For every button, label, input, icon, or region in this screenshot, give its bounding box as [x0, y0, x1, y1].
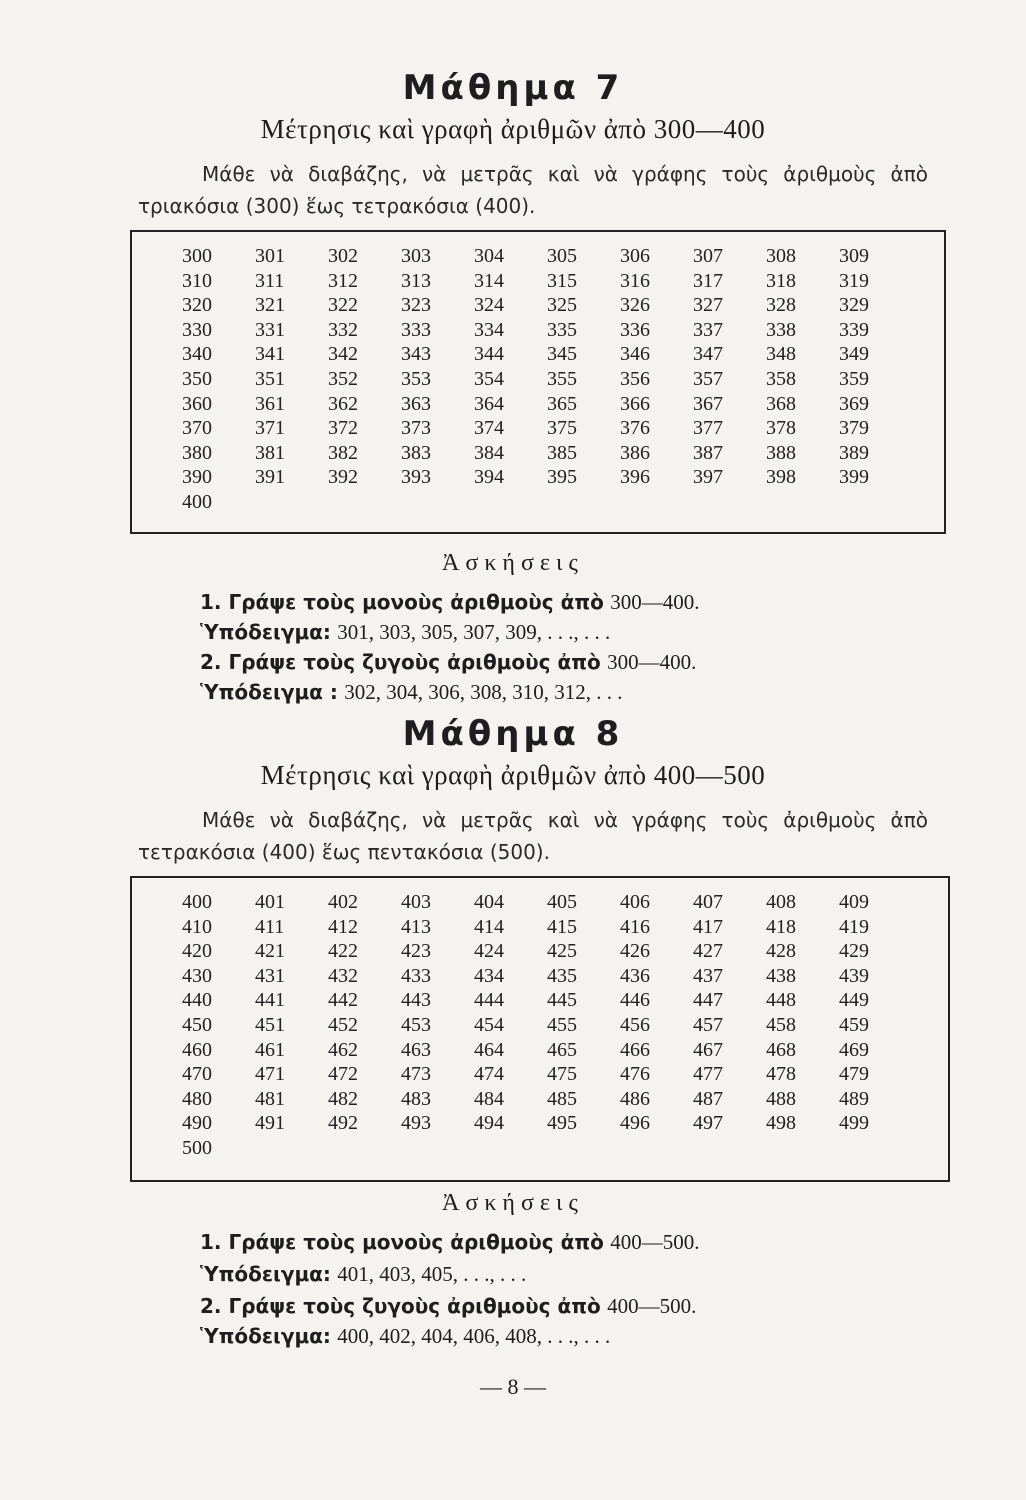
- number-cell: 425: [547, 940, 577, 963]
- number-cell: 426: [620, 940, 650, 963]
- number-cell: 474: [474, 1063, 504, 1086]
- number-cell: 391: [255, 466, 285, 489]
- lesson-7-number-table: [130, 230, 946, 534]
- number-cell: 364: [474, 392, 504, 415]
- number-cell: 357: [693, 367, 723, 390]
- lesson-7-intro-line-2: τριακόσια (300) ἕως τετρακόσια (400).: [138, 194, 536, 218]
- number-cell: 434: [474, 964, 504, 987]
- number-cell: 332: [328, 318, 358, 341]
- number-cell: 473: [401, 1063, 431, 1086]
- number-cell: 493: [401, 1112, 431, 1135]
- number-cell: 344: [474, 343, 504, 366]
- number-cell: 395: [547, 466, 577, 489]
- number-cell: 351: [255, 367, 285, 390]
- number-cell: 475: [547, 1063, 577, 1086]
- number-cell: 443: [401, 989, 431, 1012]
- number-cell: 414: [474, 915, 504, 938]
- number-cell: 465: [547, 1038, 577, 1061]
- number-cell: 492: [328, 1112, 358, 1135]
- number-cell: 367: [693, 392, 723, 415]
- number-cell: 372: [328, 417, 358, 440]
- number-row: [182, 1111, 912, 1136]
- number-cell: 461: [255, 1038, 285, 1061]
- number-cell: 358: [766, 367, 796, 390]
- number-cell: 441: [255, 989, 285, 1012]
- exercise-value: 400—500.: [610, 1230, 700, 1254]
- number-cell: 455: [547, 1013, 577, 1036]
- number-cell: 486: [620, 1087, 650, 1110]
- number-cell: 468: [766, 1038, 796, 1061]
- number-cell: 312: [328, 269, 358, 292]
- lesson-7-exercise-2: [200, 650, 696, 675]
- number-cell: 310: [182, 269, 212, 292]
- number-cell: 478: [766, 1063, 796, 1086]
- number-row: [182, 293, 912, 318]
- number-cell: 314: [474, 269, 504, 292]
- number-cell: 407: [693, 891, 723, 913]
- number-cell: 361: [255, 392, 285, 415]
- number-cell: 374: [474, 417, 504, 440]
- number-cell: 499: [839, 1112, 869, 1135]
- exercise-label: 1. Γράψε τοὺς μονοὺς ἀριθμοὺς ἀπὸ: [200, 590, 604, 614]
- example-value: 401, 403, 405, . . ., . . .: [337, 1262, 527, 1286]
- number-row: [182, 988, 912, 1013]
- number-cell: 383: [401, 441, 431, 464]
- lesson-8-intro-line-1: Μάθε νὰ διαβάζης, νὰ μετρᾶς καὶ νὰ γράφης τοὺς ἀριθμοὺς ἀπὸ: [202, 808, 928, 832]
- number-cell: 313: [401, 269, 431, 292]
- example-label: Ὑπόδειγμα :: [200, 680, 338, 704]
- lesson-8-title: Μάθημα 8: [402, 714, 624, 754]
- number-cell: 335: [547, 318, 577, 341]
- number-cell: 413: [401, 915, 431, 938]
- lesson-8-subtitle: Μέτρησις καὶ γραφὴ ἀριθμῶν ἀπὸ 400—500: [260, 760, 766, 790]
- lesson-7-example-1: [200, 620, 610, 645]
- number-cell: 463: [401, 1038, 431, 1061]
- lesson-8-number-table: [130, 876, 950, 1182]
- number-cell: 379: [839, 417, 869, 440]
- number-row: [182, 964, 912, 989]
- number-cell: 328: [766, 294, 796, 317]
- lesson-8-number-grid: [182, 890, 912, 1161]
- number-cell: 380: [182, 441, 212, 464]
- number-cell: 339: [839, 318, 869, 341]
- number-cell: 469: [839, 1038, 869, 1061]
- number-cell: 371: [255, 417, 285, 440]
- number-cell: 400: [182, 490, 212, 513]
- number-cell: 408: [766, 891, 796, 913]
- number-cell: 431: [255, 964, 285, 987]
- number-cell: 336: [620, 318, 650, 341]
- number-cell: 386: [620, 441, 650, 464]
- number-cell: 457: [693, 1013, 723, 1036]
- number-cell: 420: [182, 940, 212, 963]
- number-cell: 445: [547, 989, 577, 1012]
- number-cell: 325: [547, 294, 577, 317]
- number-cell: 353: [401, 367, 431, 390]
- number-cell: 394: [474, 466, 504, 489]
- example-label: Ὑπόδειγμα:: [200, 1324, 331, 1348]
- number-cell: 303: [401, 245, 431, 267]
- example-value: 301, 303, 305, 307, 309, . . ., . . .: [337, 620, 611, 644]
- number-cell: 350: [182, 367, 212, 390]
- number-row: [182, 939, 912, 964]
- number-cell: 451: [255, 1013, 285, 1036]
- number-cell: 439: [839, 964, 869, 987]
- number-cell: 429: [839, 940, 869, 963]
- number-cell: 401: [255, 891, 285, 913]
- number-cell: 406: [620, 891, 650, 913]
- number-cell: 436: [620, 964, 650, 987]
- lesson-8-exercise-1: [200, 1230, 700, 1255]
- number-cell: 345: [547, 343, 577, 366]
- number-cell: 491: [255, 1112, 285, 1135]
- number-cell: 387: [693, 441, 723, 464]
- number-cell: 375: [547, 417, 577, 440]
- number-cell: 388: [766, 441, 796, 464]
- number-cell: 449: [839, 989, 869, 1012]
- exercise-value: 400—500.: [607, 1294, 697, 1318]
- number-cell: 488: [766, 1087, 796, 1110]
- number-cell: 315: [547, 269, 577, 292]
- number-cell: 437: [693, 964, 723, 987]
- number-cell: 343: [401, 343, 431, 366]
- number-cell: 301: [255, 245, 285, 267]
- lesson-7-number-grid: [182, 244, 912, 515]
- number-cell: 400: [182, 891, 212, 913]
- number-cell: 365: [547, 392, 577, 415]
- number-row: [182, 490, 912, 515]
- number-cell: 438: [766, 964, 796, 987]
- exercise-value: 300—400.: [610, 590, 700, 614]
- number-cell: 382: [328, 441, 358, 464]
- number-cell: 415: [547, 915, 577, 938]
- number-cell: 384: [474, 441, 504, 464]
- lesson-8-exercises-heading: Ἀσκήσεις: [442, 1190, 584, 1216]
- number-cell: 417: [693, 915, 723, 938]
- number-cell: 323: [401, 294, 431, 317]
- number-row: [182, 1013, 912, 1038]
- number-cell: 466: [620, 1038, 650, 1061]
- lesson-7-intro: [138, 158, 928, 222]
- lesson-7-intro-line-1: Μάθε νὰ διαβάζης, νὰ μετρᾶς καὶ νὰ γράφης τοὺς ἀριθμοὺς ἀπὸ: [202, 162, 928, 186]
- number-cell: 331: [255, 318, 285, 341]
- number-cell: 480: [182, 1087, 212, 1110]
- number-cell: 454: [474, 1013, 504, 1036]
- number-cell: 362: [328, 392, 358, 415]
- number-cell: 496: [620, 1112, 650, 1135]
- number-row: [182, 416, 912, 441]
- exercise-label: 2. Γράψε τοὺς ζυγοὺς ἀριθμοὺς ἀπὸ: [200, 650, 601, 674]
- number-cell: 348: [766, 343, 796, 366]
- number-cell: 338: [766, 318, 796, 341]
- number-cell: 411: [255, 915, 285, 938]
- number-cell: 460: [182, 1038, 212, 1061]
- page-number: — 8 —: [480, 1374, 546, 1399]
- number-cell: 490: [182, 1112, 212, 1135]
- number-row: [182, 244, 912, 269]
- number-cell: 497: [693, 1112, 723, 1135]
- number-cell: 369: [839, 392, 869, 415]
- number-cell: 376: [620, 417, 650, 440]
- number-cell: 340: [182, 343, 212, 366]
- number-cell: 300: [182, 245, 212, 267]
- number-cell: 321: [255, 294, 285, 317]
- number-cell: 485: [547, 1087, 577, 1110]
- number-row: [182, 269, 912, 294]
- number-cell: 346: [620, 343, 650, 366]
- number-cell: 368: [766, 392, 796, 415]
- number-cell: 309: [839, 245, 869, 267]
- number-cell: 403: [401, 891, 431, 913]
- number-cell: 370: [182, 417, 212, 440]
- lesson-8-example-1: [200, 1262, 526, 1287]
- number-cell: 412: [328, 915, 358, 938]
- number-cell: 405: [547, 891, 577, 913]
- number-cell: 471: [255, 1063, 285, 1086]
- number-row: [182, 890, 912, 915]
- number-cell: 498: [766, 1112, 796, 1135]
- number-cell: 432: [328, 964, 358, 987]
- lesson-7-subtitle: Μέτρησις καὶ γραφὴ ἀριθμῶν ἀπὸ 300—400: [260, 114, 766, 144]
- number-cell: 373: [401, 417, 431, 440]
- number-cell: 359: [839, 367, 869, 390]
- number-cell: 409: [839, 891, 869, 913]
- number-cell: 467: [693, 1038, 723, 1061]
- number-cell: 390: [182, 466, 212, 489]
- number-cell: 481: [255, 1087, 285, 1110]
- number-cell: 337: [693, 318, 723, 341]
- number-cell: 308: [766, 245, 796, 267]
- number-cell: 453: [401, 1013, 431, 1036]
- number-cell: 305: [547, 245, 577, 267]
- number-row: [182, 1038, 912, 1063]
- number-cell: 302: [328, 245, 358, 267]
- number-cell: 324: [474, 294, 504, 317]
- number-cell: 392: [328, 466, 358, 489]
- number-row: [182, 1062, 912, 1087]
- number-cell: 450: [182, 1013, 212, 1036]
- number-cell: 446: [620, 989, 650, 1012]
- number-row: [182, 441, 912, 466]
- number-row: [182, 318, 912, 343]
- lesson-7-exercises-heading: Ἀσκήσεις: [442, 550, 584, 576]
- number-cell: 378: [766, 417, 796, 440]
- number-cell: 427: [693, 940, 723, 963]
- lesson-8-example-2: [200, 1324, 610, 1349]
- number-cell: 452: [328, 1013, 358, 1036]
- number-cell: 389: [839, 441, 869, 464]
- number-cell: 334: [474, 318, 504, 341]
- number-cell: 393: [401, 466, 431, 489]
- number-cell: 419: [839, 915, 869, 938]
- number-cell: 430: [182, 964, 212, 987]
- number-cell: 327: [693, 294, 723, 317]
- number-cell: 421: [255, 940, 285, 963]
- exercise-label: 2. Γράψε τοὺς ζυγοὺς ἀριθμοὺς ἀπὸ: [200, 1294, 601, 1318]
- number-cell: 423: [401, 940, 431, 963]
- number-cell: 318: [766, 269, 796, 292]
- exercise-value: 300—400.: [607, 650, 697, 674]
- lesson-8-exercise-2: [200, 1294, 696, 1319]
- number-cell: 363: [401, 392, 431, 415]
- number-row: [182, 915, 912, 940]
- number-cell: 428: [766, 940, 796, 963]
- lesson-8-intro: [138, 804, 928, 868]
- number-cell: 483: [401, 1087, 431, 1110]
- number-cell: 459: [839, 1013, 869, 1036]
- number-cell: 330: [182, 318, 212, 341]
- number-cell: 352: [328, 367, 358, 390]
- number-cell: 396: [620, 466, 650, 489]
- number-cell: 385: [547, 441, 577, 464]
- number-cell: 355: [547, 367, 577, 390]
- number-cell: 316: [620, 269, 650, 292]
- number-cell: 464: [474, 1038, 504, 1061]
- number-cell: 377: [693, 417, 723, 440]
- number-cell: 306: [620, 245, 650, 267]
- number-cell: 479: [839, 1063, 869, 1086]
- example-value: 302, 304, 306, 308, 310, 312, . . .: [344, 680, 623, 704]
- lesson-8-intro-line-2: τετρακόσια (400) ἕως πεντακόσια (500).: [138, 840, 550, 864]
- number-cell: 354: [474, 367, 504, 390]
- number-cell: 442: [328, 989, 358, 1012]
- number-cell: 311: [255, 269, 285, 292]
- number-cell: 347: [693, 343, 723, 366]
- number-cell: 422: [328, 940, 358, 963]
- number-cell: 444: [474, 989, 504, 1012]
- number-cell: 349: [839, 343, 869, 366]
- lesson-7-exercise-1: [200, 590, 700, 615]
- number-row: [182, 392, 912, 417]
- number-cell: 304: [474, 245, 504, 267]
- number-row: [182, 367, 912, 392]
- number-cell: 447: [693, 989, 723, 1012]
- number-cell: 472: [328, 1063, 358, 1086]
- number-cell: 482: [328, 1087, 358, 1110]
- number-cell: 416: [620, 915, 650, 938]
- number-cell: 410: [182, 915, 212, 938]
- number-cell: 456: [620, 1013, 650, 1036]
- number-cell: 477: [693, 1063, 723, 1086]
- number-cell: 433: [401, 964, 431, 987]
- number-cell: 458: [766, 1013, 796, 1036]
- number-cell: 435: [547, 964, 577, 987]
- number-cell: 402: [328, 891, 358, 913]
- number-cell: 484: [474, 1087, 504, 1110]
- number-cell: 341: [255, 343, 285, 366]
- number-cell: 326: [620, 294, 650, 317]
- number-cell: 317: [693, 269, 723, 292]
- number-row: [182, 465, 912, 490]
- example-value: 400, 402, 404, 406, 408, . . ., . . .: [337, 1324, 611, 1348]
- exercise-label: 1. Γράψε τοὺς μονοὺς ἀριθμοὺς ἀπὸ: [200, 1230, 604, 1254]
- number-cell: 322: [328, 294, 358, 317]
- number-cell: 398: [766, 466, 796, 489]
- number-cell: 319: [839, 269, 869, 292]
- number-cell: 476: [620, 1063, 650, 1086]
- number-cell: 489: [839, 1087, 869, 1110]
- number-cell: 440: [182, 989, 212, 1012]
- number-row: [182, 1136, 912, 1161]
- number-cell: 404: [474, 891, 504, 913]
- lesson-7-example-2: [200, 680, 622, 705]
- number-cell: 342: [328, 343, 358, 366]
- number-cell: 424: [474, 940, 504, 963]
- number-cell: 381: [255, 441, 285, 464]
- number-cell: 307: [693, 245, 723, 267]
- number-cell: 399: [839, 466, 869, 489]
- number-cell: 470: [182, 1063, 212, 1086]
- number-row: [182, 342, 912, 367]
- number-row: [182, 1087, 912, 1112]
- example-label: Ὑπόδειγμα:: [200, 1262, 331, 1286]
- number-cell: 320: [182, 294, 212, 317]
- number-cell: 418: [766, 915, 796, 938]
- number-cell: 329: [839, 294, 869, 317]
- number-cell: 487: [693, 1087, 723, 1110]
- number-cell: 397: [693, 466, 723, 489]
- number-cell: 448: [766, 989, 796, 1012]
- lesson-7-title: Μάθημα 7: [402, 68, 624, 108]
- example-label: Ὑπόδειγμα:: [200, 620, 331, 644]
- number-cell: 500: [182, 1136, 212, 1159]
- number-cell: 356: [620, 367, 650, 390]
- number-cell: 366: [620, 392, 650, 415]
- number-cell: 360: [182, 392, 212, 415]
- number-cell: 333: [401, 318, 431, 341]
- number-cell: 462: [328, 1038, 358, 1061]
- number-cell: 495: [547, 1112, 577, 1135]
- number-cell: 494: [474, 1112, 504, 1135]
